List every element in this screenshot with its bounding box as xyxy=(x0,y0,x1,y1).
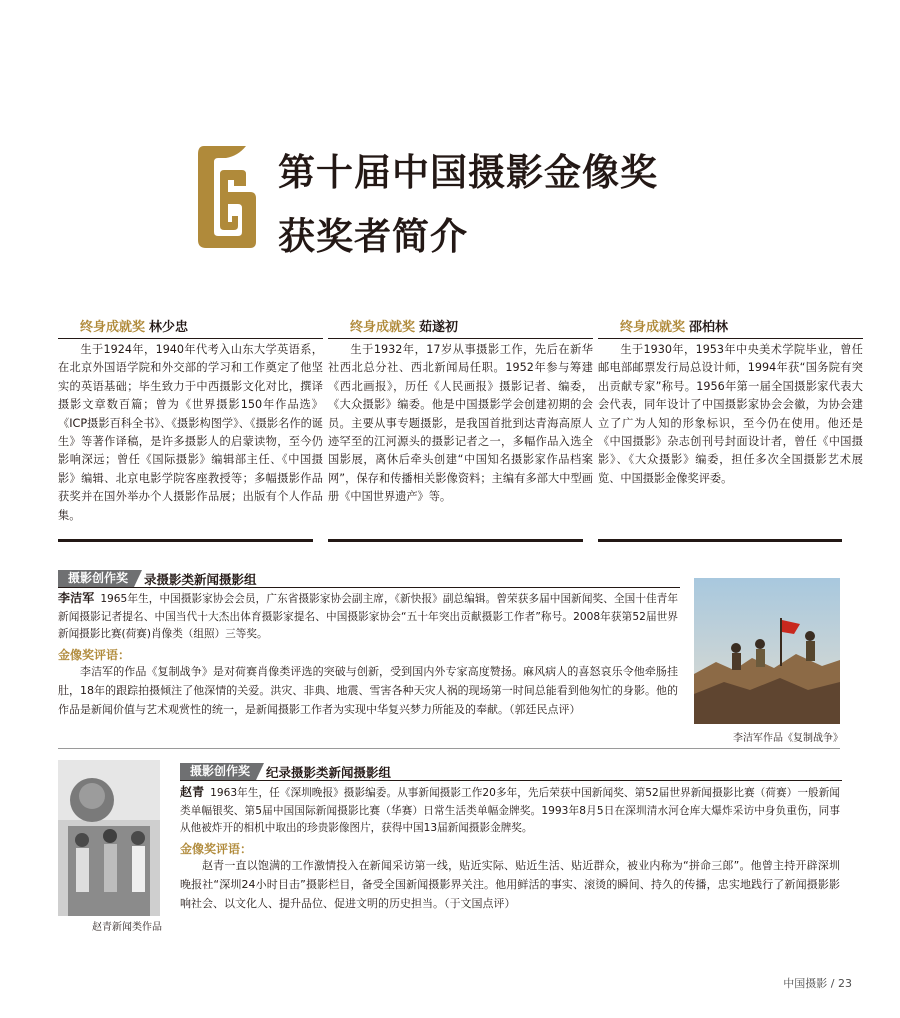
person-name: 李洁军 xyxy=(58,591,95,605)
lifetime-bio: 生于1924年，1940年代考入山东大学英语系，在北京外国语学院和外交部的学习和工作奠定了他坚实的英语基础；毕生致力于中西摄影文化对比，撰译摄影文章数百篇；曾为《世界摄影150年作品选》《ICP摄影百科全书》、《摄影构图学》、《摄影名作的诞生》等著作译稿，是许多摄影人的启蒙读物，至今仍影响深远；曾任《国际摄影》编辑部主任、《中国摄影》编辑、北京电影学院客座教授等；多幅摄影作品获奖并在国外举办个人摄影作品展；出版有个人作品集。 xyxy=(58,343,323,522)
award-label: 终身成就奖 xyxy=(620,320,686,335)
person-name: 赵青 xyxy=(180,785,205,799)
photo-caption: 赵青新闻类作品 xyxy=(92,922,162,933)
winner-bio xyxy=(180,784,840,838)
review-text: 赵青一直以饱满的工作激情投入在新闻采访第一线，贴近实际、贴近生活、贴近群众，被业内称为“拼命三郎”。他曾主持开辟深圳晚报社“深圳24小时目击”摄影栏目，备受全国新闻摄影界关注。他用鲜活的事实、滚烫的瞬间、持久的传播，忠实地践行了新闻摄影影响社会、以文化人、提升品位、促进文明的历史担当。（于文国点评） xyxy=(180,859,840,910)
page-title-line1: 第十届中国摄影金像奖 xyxy=(278,150,658,194)
lifetime-column-3 xyxy=(598,316,863,488)
lifetime-header xyxy=(328,316,593,339)
person-name: 茹遂初 xyxy=(419,320,459,335)
award-underline xyxy=(180,780,842,781)
lifetime-bio: 生于1932年，17岁从事摄影工作，先后在新华社西北总分社、西北新闻局任职。1952年参与筹建《西北画报》，历任《人民画报》摄影记者、编委，《大众摄影》编委。他是中国摄影学会创建初期的会员。主要从事专题摄影，是我国首批到达青海高原人迹罕至的江河源头的摄影记者之一，多幅作品入选全国影展，离休后牵头创建“中国知名摄影家作品档案网”，保存和传播相关影像资料；主编有多部大中型画册《中国世界遗产》等。 xyxy=(328,343,593,504)
lifetime-column-2 xyxy=(328,316,593,507)
award-category: 纪录摄影类新闻摄影组 xyxy=(266,764,392,780)
award-tag-label: 摄影创作奖 xyxy=(180,763,256,780)
review-text: 李洁军的作品《复制战争》是对荷赛肖像类评选的突破与创新，受到国内外专家高度赞扬。麻风病人的喜怒哀乐令他牵肠挂肚，18年的跟踪拍摄倾注了他深情的关爱。洪灾、非典、地震、雪害各种天灾人祸的现场第一时间总能看到他匆忙的身影。他的作品是新闻价值与艺术观赏性的统一，是新闻摄影工作者为实现中华复兴梦力所能及的奉献。（郭廷民点评） xyxy=(58,665,678,716)
column-bottom-rule xyxy=(58,539,313,542)
column-bottom-rule xyxy=(328,539,583,542)
lifetime-bio: 生于1930年，1953年中央美术学院毕业，曾任邮电部邮票发行局总设计师，1994年获“国务院有突出贡献专家”称号。1956年第一届全国摄影家代表大会代表，同年设计了中国摄影家协会会徽，为协会建立了广为人知的形象标识，至今仍在使用。他还是《中国摄影》杂志创刊号封面设计者，曾任《中国摄影》、《大众摄影》编委，担任多次全国摄影艺术展览、中国摄影金像奖评委。 xyxy=(598,343,863,485)
bio-text: 1965年生，中国摄影家协会会员，广东省摄影家协会副主席，《新快报》副总编辑。曾荣获多届中国新闻奖、全国十佳青年新闻摄影记者提名、中国当代十大杰出体育摄影家提名、中国摄影家协会“五十年突出贡献摄影工作者”称号。2008年获第52届世界新闻摄影比赛(荷赛)肖像类（组照）三等奖。 xyxy=(58,593,678,640)
lifetime-column-1 xyxy=(58,316,323,525)
award-tag xyxy=(58,570,257,587)
page-footer: 中国摄影 / 23 xyxy=(783,977,852,990)
award-tag-arrow xyxy=(256,763,264,780)
photo-caption: 李洁军作品《复制战争》 xyxy=(733,733,843,744)
news-photo xyxy=(58,760,160,916)
lifetime-header xyxy=(598,316,863,339)
review-label: 金像奖评语： xyxy=(180,842,253,856)
award-tag-arrow xyxy=(134,570,142,587)
column-bottom-rule xyxy=(598,539,842,542)
page-title-line2: 获奖者简介 xyxy=(278,214,468,258)
award-tag xyxy=(180,763,391,780)
bio-text: 1963年生，任《深圳晚报》摄影编委。从事新闻摄影工作20多年，先后荣获中国新闻奖、第52届世界新闻摄影比赛（荷赛）一般新闻类单幅银奖、第5届中国国际新闻摄影比赛（华赛）日常生活类单幅金牌奖。1993年8月5日在深圳清水河仓库大爆炸采访中身负重伤，同事从他被炸开的相机中取出的珍贵影像图片，获得中国13届新闻摄影金牌奖。 xyxy=(180,787,840,834)
award-category: 录摄影类新闻摄影组 xyxy=(144,571,257,587)
award-underline xyxy=(58,587,680,588)
award-label: 终身成就奖 xyxy=(80,320,146,335)
person-name: 林少忠 xyxy=(149,320,189,335)
section-separator xyxy=(58,748,840,749)
golden-image-logo-icon xyxy=(198,146,258,248)
winner-bio xyxy=(58,590,678,644)
award-tag-label: 摄影创作奖 xyxy=(58,570,134,587)
lifetime-header xyxy=(58,316,323,339)
review-label: 金像奖评语： xyxy=(58,648,131,662)
copy-war-photo xyxy=(694,578,840,724)
person-name: 邵柏林 xyxy=(689,320,729,335)
award-label: 终身成就奖 xyxy=(350,320,416,335)
